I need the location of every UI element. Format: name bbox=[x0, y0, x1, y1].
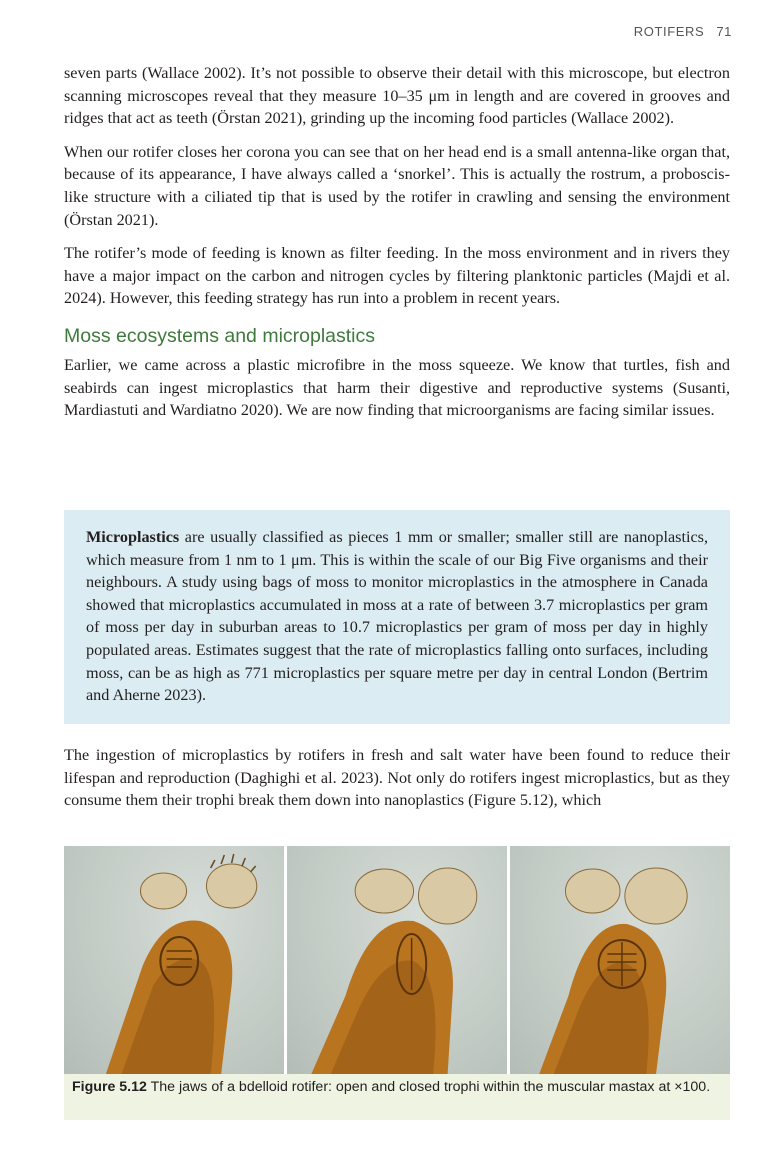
figure-micrographs bbox=[64, 846, 730, 1074]
micrograph-closing-trophi bbox=[287, 846, 507, 1074]
body-text bbox=[64, 62, 730, 433]
body-text-continued bbox=[64, 744, 730, 823]
info-box bbox=[64, 510, 730, 724]
running-head bbox=[634, 24, 732, 39]
rotifer-illustration bbox=[287, 846, 507, 1074]
rotifer-illustration bbox=[64, 846, 284, 1074]
paragraph: When our rotifer closes her corona you can see that on her head end is a small antenna-like organ that, because of its appearance, I have always called a ‘snorkel’. This is actually the rostrum, a proboscis-like structure with a ciliated tip that is used by the rotifer in crawling and sensing the environment (Örstan 2021). bbox=[64, 142, 730, 229]
info-box-term: Microplastics bbox=[86, 528, 180, 546]
running-head-section: ROTIFERS bbox=[633, 24, 705, 39]
paragraph: seven parts (Wallace 2002). It’s not possible to observe their detail with this microscope, but electron scanning microscopes reveal that they measure 10–35 μm in length and are covered in grooves and ridges that act as teeth (Örstan 2021), grinding up the incoming food particles (Wallace 2002). bbox=[64, 64, 730, 128]
info-box-body: are usually classified as pieces 1 mm or smaller; smaller still are nanoplastics, which measure from 1 nm to 1 μm. This is within the scale of our Big Five organisms and their neighbours. A study using bags of moss to monitor microplastics in the atmosphere in Canada showed that microplastics accumulated in moss at a rate of between 3.7 microplastics per gram of moss per day in suburban areas to 10.7 microplastics per gram of moss per day in highly populated areas. Estimates suggest that the rate of microplastics falling onto surfaces, including moss, can be as high as 771 microplastics per square metre per day in central London (Bertrim and Aherne 2023). bbox=[86, 528, 708, 705]
micrograph-closed-trophi bbox=[510, 846, 730, 1074]
paragraph: The rotifer’s mode of feeding is known as filter feeding. In the moss environment and in rivers they have a major impact on the carbon and nitrogen cycles by filtering planktonic particles (Majdi et al. 2024). However, this feeding strategy has run into a problem in recent years. bbox=[64, 244, 730, 308]
micrograph-open-trophi bbox=[64, 846, 284, 1074]
paragraph: Earlier, we came across a plastic microfibre in the moss squeeze. We know that turtles, fish and seabirds can ingest microplastics that harm their digestive and reproductive systems (Susanti, Mardiastuti and Wardiatno 2020). We are now finding that microorganisms are facing similar issues. bbox=[64, 355, 730, 420]
figure-label: Figure 5.12 bbox=[72, 1079, 147, 1095]
section-heading: Moss ecosystems and microplastics bbox=[64, 324, 376, 347]
rotifer-illustration bbox=[510, 846, 730, 1074]
figure-caption bbox=[64, 1074, 730, 1120]
paragraph: The ingestion of microplastics by rotifers in fresh and salt water have been found to reduce their lifespan and reproduction (Daghighi et al. 2023). Not only do rotifers ingest microplastics, but as they consume them their trophi break them down into nanoplastics (Figure 5.12), which bbox=[64, 746, 730, 810]
info-box-text bbox=[86, 526, 708, 707]
page-number: 71 bbox=[716, 24, 732, 39]
figure-caption-text: The jaws of a bdelloid rotifer: open and closed trophi within the muscular mastax at ×100. bbox=[146, 1079, 711, 1095]
